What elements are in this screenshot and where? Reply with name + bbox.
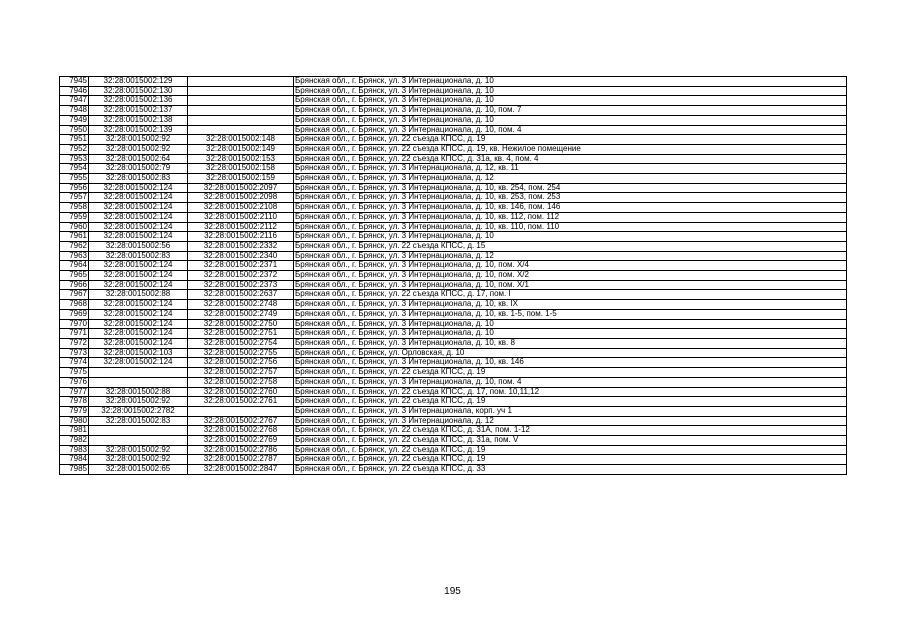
row-number-cell: 7949	[60, 115, 89, 125]
land-cadastral-number-cell: 32:28:0015002:136	[89, 96, 188, 106]
table-row	[60, 300, 847, 310]
row-number-cell: 7948	[60, 106, 89, 116]
land-cadastral-number-cell: 32:28:0015002:138	[89, 115, 188, 125]
row-number-cell: 7962	[60, 241, 89, 251]
object-cadastral-number-cell: 32:28:0015002:2761	[188, 397, 294, 407]
land-cadastral-number-cell: 32:28:0015002:64	[89, 154, 188, 164]
object-cadastral-number-cell: 32:28:0015002:153	[188, 154, 294, 164]
address-cell: Брянская обл., г. Брянск, ул. 22 съезда КПСС, д. 33	[294, 465, 847, 475]
row-number-cell: 7964	[60, 261, 89, 271]
address-cell: Брянская обл., г. Брянск, ул. 22 съезда КПСС, д. 19	[294, 368, 847, 378]
land-cadastral-number-cell: 32:28:0015002:92	[89, 397, 188, 407]
table-row	[60, 358, 847, 368]
land-cadastral-number-cell: 32:28:0015002:124	[89, 271, 188, 281]
row-number-cell: 7961	[60, 232, 89, 242]
object-cadastral-number-cell: 32:28:0015002:2108	[188, 203, 294, 213]
land-cadastral-number-cell: 32:28:0015002:124	[89, 319, 188, 329]
land-cadastral-number-cell: 32:28:0015002:124	[89, 280, 188, 290]
address-cell: Брянская обл., г. Брянск, ул. 3 Интернационала, д. 10	[294, 77, 847, 87]
address-cell: Брянская обл., г. Брянск, ул. 22 съезда КПСС, д. 17, пом. 10,11,12	[294, 387, 847, 397]
row-number-cell: 7957	[60, 193, 89, 203]
object-cadastral-number-cell	[188, 115, 294, 125]
table-row	[60, 77, 847, 87]
object-cadastral-number-cell: 32:28:0015002:149	[188, 144, 294, 154]
address-cell: Брянская обл., г. Брянск, ул. 3 Интернационала, д. 10, пом. 4	[294, 377, 847, 387]
object-cadastral-number-cell: 32:28:0015002:2760	[188, 387, 294, 397]
table-row	[60, 164, 847, 174]
row-number-cell: 7979	[60, 406, 89, 416]
object-cadastral-number-cell: 32:28:0015002:2098	[188, 193, 294, 203]
table-row	[60, 203, 847, 213]
object-cadastral-number-cell: 32:28:0015002:2097	[188, 183, 294, 193]
address-cell: Брянская обл., г. Брянск, ул. 3 Интернационала, д. 10, пом. 7	[294, 106, 847, 116]
row-number-cell: 7955	[60, 174, 89, 184]
table-row	[60, 135, 847, 145]
address-cell: Брянская обл., г. Брянск, ул. 3 Интернационала, д. 12	[294, 416, 847, 426]
table-row	[60, 96, 847, 106]
table-row	[60, 271, 847, 281]
table-row	[60, 106, 847, 116]
table-row	[60, 338, 847, 348]
land-cadastral-number-cell: 32:28:0015002:65	[89, 465, 188, 475]
row-number-cell: 7954	[60, 164, 89, 174]
land-cadastral-number-cell: 32:28:0015002:92	[89, 135, 188, 145]
land-cadastral-number-cell: 32:28:0015002:103	[89, 348, 188, 358]
table-row	[60, 290, 847, 300]
land-cadastral-number-cell	[89, 426, 188, 436]
object-cadastral-number-cell: 32:28:0015002:2787	[188, 455, 294, 465]
address-cell: Брянская обл., г. Брянск, ул. 3 Интернационала, д. 10, пом. Х/1	[294, 280, 847, 290]
row-number-cell: 7968	[60, 300, 89, 310]
table-row	[60, 319, 847, 329]
object-cadastral-number-cell	[188, 406, 294, 416]
table-row	[60, 397, 847, 407]
table-row	[60, 212, 847, 222]
row-number-cell: 7971	[60, 329, 89, 339]
page-number: 195	[444, 586, 461, 597]
land-cadastral-number-cell: 32:28:0015002:92	[89, 455, 188, 465]
object-cadastral-number-cell: 32:28:0015002:2748	[188, 300, 294, 310]
table-row	[60, 280, 847, 290]
object-cadastral-number-cell: 32:28:0015002:2754	[188, 338, 294, 348]
land-cadastral-number-cell: 32:28:0015002:124	[89, 329, 188, 339]
row-number-cell: 7976	[60, 377, 89, 387]
table-row	[60, 406, 847, 416]
object-cadastral-number-cell: 32:28:0015002:158	[188, 164, 294, 174]
land-cadastral-number-cell: 32:28:0015002:129	[89, 77, 188, 87]
row-number-cell: 7959	[60, 212, 89, 222]
object-cadastral-number-cell: 32:28:0015002:2786	[188, 445, 294, 455]
address-cell: Брянская обл., г. Брянск, ул. 22 съезда КПСС, д. 31а, пом. V	[294, 436, 847, 446]
address-cell: Брянская обл., г. Брянск, ул. 3 Интернационала, д. 10, пом. Х/4	[294, 261, 847, 271]
row-number-cell: 7952	[60, 144, 89, 154]
row-number-cell: 7969	[60, 309, 89, 319]
row-number-cell: 7965	[60, 271, 89, 281]
address-cell: Брянская обл., г. Брянск, ул. 3 Интернационала, д. 10	[294, 319, 847, 329]
row-number-cell: 7963	[60, 251, 89, 261]
address-cell: Брянская обл., г. Брянск, ул. 3 Интернационала, д. 10	[294, 86, 847, 96]
table-row	[60, 115, 847, 125]
object-cadastral-number-cell	[188, 125, 294, 135]
land-cadastral-number-cell: 32:28:0015002:124	[89, 193, 188, 203]
address-cell: Брянская обл., г. Брянск, ул. 3 Интернационала, д. 10, кв. 253, пом. 253	[294, 193, 847, 203]
row-number-cell: 7982	[60, 436, 89, 446]
land-cadastral-number-cell: 32:28:0015002:139	[89, 125, 188, 135]
address-cell: Брянская обл., г. Брянск, ул. 22 съезда КПСС, д. 17, пом. I	[294, 290, 847, 300]
row-number-cell: 7951	[60, 135, 89, 145]
object-cadastral-number-cell: 32:28:0015002:2767	[188, 416, 294, 426]
address-cell: Брянская обл., г. Брянск, ул. 22 съезда КПСС, д. 19, кв. Нежилое помещение	[294, 144, 847, 154]
table-row	[60, 465, 847, 475]
row-number-cell: 7983	[60, 445, 89, 455]
row-number-cell: 7985	[60, 465, 89, 475]
address-cell: Брянская обл., г. Брянск, ул. 3 Интернационала, д. 10, кв. 1-5, пом. 1-5	[294, 309, 847, 319]
object-cadastral-number-cell: 32:28:0015002:159	[188, 174, 294, 184]
address-cell: Брянская обл., г. Брянск, ул. 3 Интернационала, д. 10, кв. 112, пом. 112	[294, 212, 847, 222]
row-number-cell: 7966	[60, 280, 89, 290]
address-cell: Брянская обл., г. Брянск, ул. 3 Интернационала, д. 10, кв. 146	[294, 358, 847, 368]
table-row	[60, 426, 847, 436]
registry-table-body	[60, 77, 847, 475]
land-cadastral-number-cell: 32:28:0015002:92	[89, 144, 188, 154]
table-row	[60, 86, 847, 96]
row-number-cell: 7958	[60, 203, 89, 213]
table-row	[60, 193, 847, 203]
land-cadastral-number-cell: 32:28:0015002:56	[89, 241, 188, 251]
object-cadastral-number-cell: 32:28:0015002:148	[188, 135, 294, 145]
land-cadastral-number-cell: 32:28:0015002:88	[89, 387, 188, 397]
object-cadastral-number-cell: 32:28:0015002:2757	[188, 368, 294, 378]
land-cadastral-number-cell: 32:28:0015002:124	[89, 338, 188, 348]
table-row	[60, 183, 847, 193]
table-row	[60, 222, 847, 232]
table-row	[60, 125, 847, 135]
table-row	[60, 377, 847, 387]
object-cadastral-number-cell: 32:28:0015002:2756	[188, 358, 294, 368]
land-cadastral-number-cell	[89, 377, 188, 387]
address-cell: Брянская обл., г. Брянск, ул. 3 Интернационала, д. 10, кв. 146, пом. 146	[294, 203, 847, 213]
address-cell: Брянская обл., г. Брянск, ул. 22 съезда КПСС, д. 19	[294, 445, 847, 455]
land-cadastral-number-cell: 32:28:0015002:124	[89, 203, 188, 213]
object-cadastral-number-cell: 32:28:0015002:2116	[188, 232, 294, 242]
address-cell: Брянская обл., г. Брянск, ул. 22 съезда КПСС, д. 15	[294, 241, 847, 251]
land-cadastral-number-cell: 32:28:0015002:79	[89, 164, 188, 174]
row-number-cell: 7960	[60, 222, 89, 232]
table-row	[60, 144, 847, 154]
object-cadastral-number-cell: 32:28:0015002:2110	[188, 212, 294, 222]
address-cell: Брянская обл., г. Брянск, ул. 3 Интернационала, д. 10, кв. IX	[294, 300, 847, 310]
table-row	[60, 455, 847, 465]
object-cadastral-number-cell: 32:28:0015002:2751	[188, 329, 294, 339]
row-number-cell: 7946	[60, 86, 89, 96]
table-row	[60, 154, 847, 164]
land-cadastral-number-cell	[89, 368, 188, 378]
address-cell: Брянская обл., г. Брянск, ул. 3 Интернационала, корп. уч 1	[294, 406, 847, 416]
table-row	[60, 232, 847, 242]
table-row	[60, 174, 847, 184]
address-cell: Брянская обл., г. Брянск, ул. 3 Интернационала, д. 12	[294, 251, 847, 261]
address-cell: Брянская обл., г. Брянск, ул. 3 Интернационала, д. 12, кв. 11	[294, 164, 847, 174]
row-number-cell: 7970	[60, 319, 89, 329]
table-row	[60, 445, 847, 455]
object-cadastral-number-cell	[188, 86, 294, 96]
address-cell: Брянская обл., г. Брянск, ул. 22 съезда КПСС, д. 31а, кв. 4, пом. 4	[294, 154, 847, 164]
address-cell: Брянская обл., г. Брянск, ул. 3 Интернационала, д. 10, кв. 110, пом. 110	[294, 222, 847, 232]
object-cadastral-number-cell: 32:28:0015002:2373	[188, 280, 294, 290]
table-row	[60, 251, 847, 261]
land-cadastral-number-cell: 32:28:0015002:92	[89, 445, 188, 455]
table-row	[60, 329, 847, 339]
object-cadastral-number-cell: 32:28:0015002:2637	[188, 290, 294, 300]
table-row	[60, 387, 847, 397]
land-cadastral-number-cell: 32:28:0015002:2782	[89, 406, 188, 416]
row-number-cell: 7984	[60, 455, 89, 465]
object-cadastral-number-cell: 32:28:0015002:2340	[188, 251, 294, 261]
address-cell: Брянская обл., г. Брянск, ул. 3 Интернационала, д. 10, пом. Х/2	[294, 271, 847, 281]
address-cell: Брянская обл., г. Брянск, ул. 3 Интернационала, д. 10	[294, 232, 847, 242]
row-number-cell: 7967	[60, 290, 89, 300]
address-cell: Брянская обл., г. Брянск, ул. 3 Интернационала, д. 10, кв. 8	[294, 338, 847, 348]
registry-table	[59, 76, 847, 475]
object-cadastral-number-cell: 32:28:0015002:2372	[188, 271, 294, 281]
address-cell: Брянская обл., г. Брянск, ул. 3 Интернационала, д. 10	[294, 96, 847, 106]
row-number-cell: 7956	[60, 183, 89, 193]
object-cadastral-number-cell: 32:28:0015002:2332	[188, 241, 294, 251]
row-number-cell: 7978	[60, 397, 89, 407]
land-cadastral-number-cell: 32:28:0015002:137	[89, 106, 188, 116]
table-row	[60, 241, 847, 251]
object-cadastral-number-cell: 32:28:0015002:2755	[188, 348, 294, 358]
object-cadastral-number-cell	[188, 77, 294, 87]
object-cadastral-number-cell: 32:28:0015002:2758	[188, 377, 294, 387]
address-cell: Брянская обл., г. Брянск, ул. 3 Интернационала, д. 10	[294, 115, 847, 125]
land-cadastral-number-cell: 32:28:0015002:124	[89, 222, 188, 232]
row-number-cell: 7972	[60, 338, 89, 348]
address-cell: Брянская обл., г. Брянск, ул. Орловская, д. 10	[294, 348, 847, 358]
object-cadastral-number-cell: 32:28:0015002:2768	[188, 426, 294, 436]
table-row	[60, 348, 847, 358]
row-number-cell: 7977	[60, 387, 89, 397]
table-row	[60, 261, 847, 271]
object-cadastral-number-cell: 32:28:0015002:2847	[188, 465, 294, 475]
row-number-cell: 7974	[60, 358, 89, 368]
object-cadastral-number-cell: 32:28:0015002:2769	[188, 436, 294, 446]
row-number-cell: 7975	[60, 368, 89, 378]
table-row	[60, 309, 847, 319]
row-number-cell: 7945	[60, 77, 89, 87]
address-cell: Брянская обл., г. Брянск, ул. 22 съезда КПСС, д. 19	[294, 397, 847, 407]
row-number-cell: 7980	[60, 416, 89, 426]
address-cell: Брянская обл., г. Брянск, ул. 3 Интернационала, д. 10	[294, 329, 847, 339]
object-cadastral-number-cell: 32:28:0015002:2371	[188, 261, 294, 271]
object-cadastral-number-cell: 32:28:0015002:2112	[188, 222, 294, 232]
land-cadastral-number-cell: 32:28:0015002:124	[89, 183, 188, 193]
land-cadastral-number-cell: 32:28:0015002:83	[89, 251, 188, 261]
address-cell: Брянская обл., г. Брянск, ул. 22 съезда КПСС, д. 19	[294, 135, 847, 145]
land-cadastral-number-cell: 32:28:0015002:124	[89, 300, 188, 310]
address-cell: Брянская обл., г. Брянск, ул. 3 Интернационала, д. 12	[294, 174, 847, 184]
row-number-cell: 7953	[60, 154, 89, 164]
row-number-cell: 7947	[60, 96, 89, 106]
object-cadastral-number-cell	[188, 96, 294, 106]
land-cadastral-number-cell: 32:28:0015002:124	[89, 232, 188, 242]
table-row	[60, 368, 847, 378]
land-cadastral-number-cell: 32:28:0015002:83	[89, 174, 188, 184]
table-row	[60, 416, 847, 426]
address-cell: Брянская обл., г. Брянск, ул. 3 Интернационала, д. 10, пом. 4	[294, 125, 847, 135]
row-number-cell: 7981	[60, 426, 89, 436]
object-cadastral-number-cell: 32:28:0015002:2750	[188, 319, 294, 329]
land-cadastral-number-cell: 32:28:0015002:88	[89, 290, 188, 300]
address-cell: Брянская обл., г. Брянск, ул. 3 Интернационала, д. 10, кв. 254, пом. 254	[294, 183, 847, 193]
land-cadastral-number-cell: 32:28:0015002:124	[89, 212, 188, 222]
land-cadastral-number-cell: 32:28:0015002:130	[89, 86, 188, 96]
land-cadastral-number-cell	[89, 436, 188, 446]
land-cadastral-number-cell: 32:28:0015002:124	[89, 261, 188, 271]
table-row	[60, 436, 847, 446]
object-cadastral-number-cell	[188, 106, 294, 116]
row-number-cell: 7973	[60, 348, 89, 358]
row-number-cell: 7950	[60, 125, 89, 135]
address-cell: Брянская обл., г. Брянск, ул. 22 съезда КПСС, д. 19	[294, 455, 847, 465]
land-cadastral-number-cell: 32:28:0015002:124	[89, 358, 188, 368]
object-cadastral-number-cell: 32:28:0015002:2749	[188, 309, 294, 319]
land-cadastral-number-cell: 32:28:0015002:124	[89, 309, 188, 319]
address-cell: Брянская обл., г. Брянск, ул. 22 съезда КПСС, д. 31А, пом. 1-12	[294, 426, 847, 436]
land-cadastral-number-cell: 32:28:0015002:83	[89, 416, 188, 426]
